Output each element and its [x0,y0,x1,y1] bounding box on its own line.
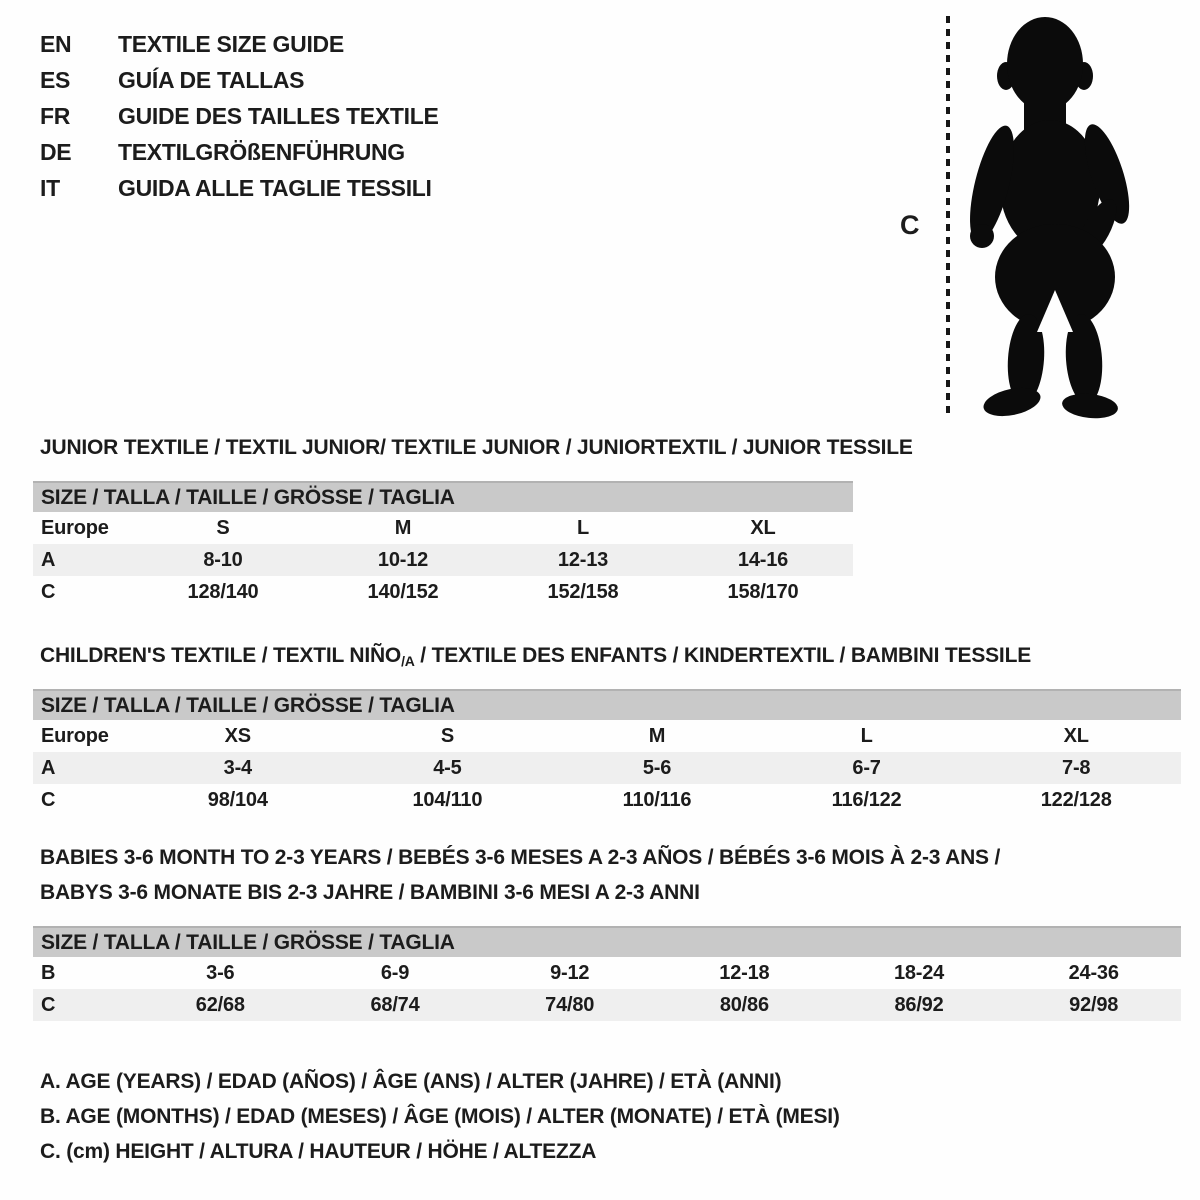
toddler-silhouette-image [962,14,1147,419]
row-label: Europe [41,724,109,747]
row-label: C [41,580,56,603]
cell-value: M [394,516,412,539]
children-title-subscript: /A [401,653,415,669]
table-row [33,957,1181,989]
height-dashed-line [946,16,950,416]
children-size-table [33,689,1181,816]
cell-value: XL [750,516,776,539]
cell-value: 86/92 [894,993,944,1016]
row-label: A [41,756,56,779]
lang-row-en [40,26,439,62]
table-row [33,752,1181,784]
cell-value: 158/170 [727,580,799,603]
cell-value: 92/98 [1069,993,1119,1016]
lang-code: DE [40,138,72,165]
table-row [33,576,853,608]
cell-value: XL [1063,724,1089,747]
cell-value: L [576,516,590,539]
language-header [40,26,439,206]
cell-value: 3-4 [223,756,252,779]
children-section-title [40,644,1031,669]
height-marker-label: C [900,210,920,240]
legend-line-b: B. AGE (MONTHS) / EDAD (MESES) / ÂGE (MOIS) / ALTER (MONATE) / ETÀ (MESI) [40,1104,840,1128]
row-label: C [41,788,56,811]
cell-value: 6-7 [852,756,881,779]
row-label: Europe [41,516,109,539]
lang-code: IT [40,174,60,201]
lang-row-de [40,134,439,170]
cell-value: 74/80 [545,993,595,1016]
cell-value: 104/110 [412,788,483,811]
babies-section-title-line2: BABYS 3-6 MONATE BIS 2-3 JAHRE / BAMBINI 3-6 MESI A 2-3 ANNI [40,881,700,904]
row-label: C [41,993,56,1016]
lang-code: FR [40,102,71,129]
table-row [33,544,853,576]
cell-value: 3-6 [206,961,235,984]
lang-row-it [40,170,439,206]
cell-value: 128/140 [187,580,259,603]
row-label: A [41,548,56,571]
table-row [33,512,853,544]
cell-value: S [440,724,454,747]
cell-value: M [648,724,666,747]
cell-value: 116/122 [831,788,902,811]
lang-label: GUÍA DE TALLAS [118,66,305,93]
legend-line-c: C. (cm) HEIGHT / ALTURA / HAUTEUR / HÖHE / ALTEZZA [40,1139,597,1163]
cell-value: 5-6 [642,756,672,779]
legend-line-a: A. AGE (YEARS) / EDAD (AÑOS) / ÂGE (ANS) / ALTER (JAHRE) / ETÀ (ANNI) [40,1069,782,1093]
junior-size-table [33,481,853,608]
cell-value: 12-13 [557,548,609,571]
lang-code: ES [40,66,71,93]
babies-size-table [33,926,1181,1021]
cell-value: 152/158 [547,580,619,603]
cell-value: 62/68 [195,993,245,1016]
cell-value: 7-8 [1062,756,1091,779]
cell-value: 122/128 [1040,788,1112,811]
cell-value: 14-16 [737,548,789,571]
cell-value: XS [224,724,251,747]
lang-label: TEXTILGRÖßENFÜHRUNG [118,138,405,165]
junior-table-size-header: SIZE / TALLA / TAILLE / GRÖSSE / TAGLIA [33,481,853,512]
cell-value: 10-12 [377,548,429,571]
table-row [33,720,1181,752]
cell-value: 68/74 [370,993,420,1016]
cell-value: 6-9 [380,961,410,984]
cell-value: 80/86 [719,993,769,1016]
junior-section-title: JUNIOR TEXTILE / TEXTIL JUNIOR/ TEXTILE JUNIOR / JUNIORTEXTIL / JUNIOR TESSILE [40,436,913,459]
cell-value: 12-18 [719,961,770,984]
children-table-size-header: SIZE / TALLA / TAILLE / GRÖSSE / TAGLIA [33,689,1181,720]
cell-value: 24-36 [1068,961,1119,984]
table-row [33,989,1181,1021]
lang-label: GUIDA ALLE TAGLIE TESSILI [118,174,432,201]
lang-code: EN [40,30,72,57]
children-title-prefix: CHILDREN'S TEXTILE / TEXTIL NIÑO [40,644,402,667]
cell-value: S [216,516,230,539]
cell-value: 9-12 [550,961,590,984]
cell-value: 98/104 [207,788,268,811]
lang-row-fr [40,98,439,134]
cell-value: L [860,724,873,747]
cell-value: 4-5 [433,756,462,779]
table-row [33,784,1181,816]
row-label: B [41,961,56,984]
legend [40,1064,840,1169]
lang-label: TEXTILE SIZE GUIDE [118,30,344,57]
children-title-suffix: / TEXTILE DES ENFANTS / KINDERTEXTIL / BAMBINI TESSILE [414,644,1032,667]
cell-value: 18-24 [893,961,945,984]
lang-label: GUIDE DES TAILLES TEXTILE [118,102,439,129]
cell-value: 8-10 [203,548,243,571]
lang-row-es [40,62,439,98]
babies-table-size-header: SIZE / TALLA / TAILLE / GRÖSSE / TAGLIA [33,926,1181,957]
babies-section-title-line1: BABIES 3-6 MONTH TO 2-3 YEARS / BEBÉS 3-6 MESES A 2-3 AÑOS / BÉBÉS 3-6 MOIS À 2-3 ANS / [40,846,1001,869]
cell-value: 140/152 [367,580,439,603]
cell-value: 110/116 [622,788,692,811]
